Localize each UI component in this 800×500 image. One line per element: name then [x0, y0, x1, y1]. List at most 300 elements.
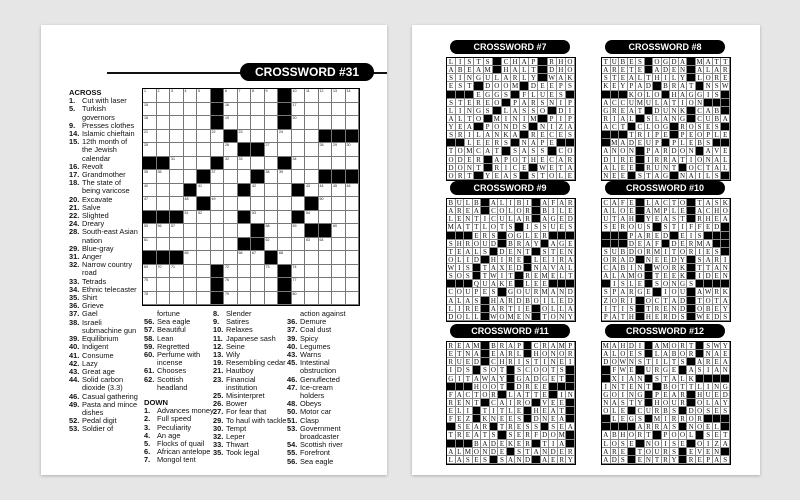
black-square — [532, 440, 541, 448]
solution-letter: N — [602, 399, 611, 407]
cell-number: 52 — [198, 210, 202, 215]
clue-text: Flocks of quail — [157, 439, 205, 449]
clue-text: Excavate — [82, 194, 113, 204]
black-square — [548, 147, 557, 155]
grid-cell — [332, 238, 346, 252]
solution-letter: U — [679, 288, 688, 296]
clue-number: 21. — [69, 202, 80, 212]
cell-number: 10 — [292, 89, 297, 93]
solution-letter: E — [670, 66, 679, 74]
clue-item — [213, 449, 287, 457]
solution-letter: S — [721, 407, 730, 415]
solution-letter: Z — [713, 440, 722, 448]
grid-cell — [211, 224, 225, 238]
solution-letter: S — [704, 407, 713, 415]
solution-letter: E — [558, 399, 567, 407]
black-square — [704, 280, 713, 288]
clue-number: 44. — [69, 375, 80, 385]
black-square — [473, 366, 482, 374]
solution-letter: S — [515, 415, 524, 423]
solution-letter: L — [611, 272, 620, 280]
solution-letter: E — [696, 456, 705, 464]
black-square — [493, 107, 502, 115]
solution-letter: S — [645, 223, 654, 231]
solution-letter: N — [696, 99, 705, 107]
solution-letter: I — [645, 131, 654, 139]
black-square — [679, 456, 688, 464]
grid-cell — [265, 143, 279, 157]
clue-text: Scottish river — [300, 440, 343, 450]
solution-letter: I — [481, 215, 490, 223]
grid-cell — [251, 89, 265, 103]
black-square — [464, 383, 473, 391]
solution-letter: T — [619, 313, 628, 321]
solution-letter: S — [704, 342, 713, 350]
solution-letter: K — [679, 107, 688, 115]
solution-letter: I — [704, 383, 713, 391]
solution-letter: C — [474, 147, 483, 155]
black-square — [687, 215, 696, 223]
solution-letter: E — [628, 58, 637, 66]
black-square — [566, 139, 575, 147]
solution-letter: T — [602, 58, 611, 66]
grid-cell — [292, 238, 306, 252]
cell-number: 2 — [157, 89, 160, 93]
solution-letter: N — [636, 383, 645, 391]
solution-title: CROSSWORD #12 — [605, 324, 725, 338]
solution-letter: E — [538, 82, 547, 90]
cell-number: 42 — [252, 183, 256, 188]
solution-letter: S — [713, 123, 722, 131]
black-square — [636, 199, 645, 207]
solution-letter: D — [532, 375, 541, 383]
solution-letter: G — [602, 107, 611, 115]
clue-number: 43. — [287, 350, 298, 360]
solution-letter: L — [679, 375, 688, 383]
grid-cell — [157, 265, 171, 279]
solution-letter: D — [670, 147, 679, 155]
solution-letter: O — [679, 431, 688, 439]
solution-letter: I — [549, 207, 558, 215]
solution-letter: I — [619, 375, 628, 383]
solution-letter: L — [507, 391, 516, 399]
solution-letter: Y — [721, 305, 730, 313]
black-square — [566, 399, 575, 407]
clue-text: Seine — [226, 341, 245, 351]
solution-letter: C — [636, 123, 645, 131]
black-square — [502, 99, 511, 107]
grid-cell — [346, 211, 360, 225]
clue-item — [69, 401, 139, 417]
clue-text: Cut with laser — [82, 96, 127, 106]
clue-item — [287, 343, 359, 351]
black-square — [524, 264, 533, 272]
clue-text: Grieve — [82, 301, 104, 311]
clue-number: 58. — [144, 333, 155, 343]
solution-letter: R — [645, 232, 654, 240]
solution-letter: L — [558, 272, 567, 280]
solution-letter: E — [566, 207, 575, 215]
grid-cell — [251, 184, 265, 198]
solution-letter: N — [645, 440, 654, 448]
solution-letter: T — [628, 66, 637, 74]
solution-letter: F — [687, 223, 696, 231]
black-square — [511, 91, 520, 99]
black-square — [515, 272, 524, 280]
cell-number: 49 — [211, 197, 216, 201]
solution-letter: O — [490, 383, 499, 391]
solution-letter: O — [541, 305, 550, 313]
solution-letter: D — [456, 366, 465, 374]
clue-number: 19. — [213, 358, 224, 368]
solution-letter: E — [721, 147, 730, 155]
solution-letter: I — [557, 99, 566, 107]
solution-letter: F — [653, 240, 662, 248]
solution-letter: O — [679, 199, 688, 207]
solution-letter: L — [653, 115, 662, 123]
solution-letter: A — [602, 164, 611, 172]
solution-letter: K — [628, 91, 637, 99]
solution-letter: E — [549, 272, 558, 280]
solution-letter: O — [548, 172, 557, 180]
solution-letter: N — [662, 164, 671, 172]
solution-letter: N — [670, 115, 679, 123]
solution-letter: C — [704, 207, 713, 215]
solution-letter: L — [704, 66, 713, 74]
black-square — [645, 107, 654, 115]
solution-letter: A — [636, 82, 645, 90]
solution-letter: O — [493, 123, 502, 131]
grid-cell — [238, 116, 252, 130]
clue-item — [69, 294, 139, 302]
clue-text: Demure — [300, 317, 327, 327]
solution-letter: S — [696, 232, 705, 240]
cell-number: 46 — [346, 183, 351, 188]
solution-letter: H — [628, 215, 637, 223]
grid-cell — [157, 130, 171, 144]
solution-letter: A — [713, 350, 722, 358]
grid-cell — [305, 89, 319, 103]
grid-cell — [184, 197, 198, 211]
solution-letter: M — [530, 114, 537, 123]
clue-text: Blue-gray — [82, 243, 114, 253]
solution-letter: R — [721, 66, 730, 74]
clue-number: 53. — [287, 423, 298, 433]
solution-letter: S — [529, 172, 538, 180]
clue-text: Shirt — [82, 293, 98, 303]
solution-letter: Y — [566, 456, 575, 464]
solution-letter: A — [520, 58, 529, 66]
solution-letter: Y — [670, 456, 679, 464]
grid-cell — [170, 170, 184, 184]
black-square — [687, 288, 696, 296]
solution-letter: R — [653, 305, 662, 313]
grid-cell — [224, 157, 238, 171]
solution-letter: O — [628, 223, 637, 231]
black-square — [645, 272, 654, 280]
solution-letter: D — [473, 358, 482, 366]
clue-number: 41. — [69, 350, 80, 360]
clue-item — [287, 425, 359, 441]
solution-letter: O — [493, 99, 502, 107]
solution-letter: K — [687, 375, 696, 383]
clue-number: 1. — [144, 406, 151, 416]
grid-cell — [265, 238, 279, 252]
solution-letter: E — [636, 66, 645, 74]
solution-letter: I — [498, 256, 507, 264]
solution-letter: R — [653, 366, 662, 374]
clue-text: Slighted — [82, 211, 109, 221]
solution-letter: H — [619, 431, 628, 439]
black-square — [447, 232, 456, 240]
black-square — [473, 264, 482, 272]
black-square — [687, 199, 696, 207]
solution-letter: O — [645, 448, 654, 456]
black-square — [713, 240, 722, 248]
black-square — [687, 391, 696, 399]
clue-text: Dreary — [82, 219, 105, 229]
grid-cell — [170, 238, 184, 252]
clue-number: 45. — [287, 358, 298, 368]
black-square — [628, 123, 637, 131]
solution-letter: A — [619, 256, 628, 264]
solution-letter: R — [704, 358, 713, 366]
solution-letter: S — [447, 74, 456, 82]
solution-letter: E — [456, 415, 465, 423]
black-square — [713, 375, 722, 383]
solution-letter: H — [490, 297, 499, 305]
solution-letter: B — [473, 440, 482, 448]
black-square — [696, 431, 705, 439]
solution-letter: R — [474, 99, 483, 107]
clue-number: 12. — [213, 341, 224, 351]
solution-letter: N — [687, 147, 696, 155]
solution-letter: R — [679, 415, 688, 423]
solution-letter: I — [456, 305, 465, 313]
solution-letter: H — [473, 383, 482, 391]
solution-letter: S — [502, 91, 511, 99]
solution-letter: F — [447, 391, 456, 399]
solution-letter: S — [464, 264, 473, 272]
black-square — [332, 170, 346, 184]
solution-letter: A — [484, 147, 493, 155]
solution-letter: M — [541, 288, 548, 297]
black-square — [713, 139, 722, 147]
solution-letter: A — [670, 375, 679, 383]
solution-letter: E — [566, 172, 575, 180]
black-square — [481, 297, 490, 305]
black-square — [566, 440, 575, 448]
solution-letter: O — [490, 223, 499, 231]
clue-number: 47. — [287, 382, 298, 392]
grid-cell — [197, 116, 211, 130]
grid-cell — [346, 224, 360, 238]
solution-letter: A — [456, 391, 465, 399]
solution-letter: E — [465, 66, 474, 74]
solution-letter: G — [687, 91, 696, 99]
solution-letter: Z — [602, 297, 611, 305]
grid-cell — [224, 143, 238, 157]
solution-letter: Y — [636, 399, 645, 407]
solution-letter: E — [498, 448, 507, 456]
solution-letter: E — [704, 123, 713, 131]
clue-text: Misinterpret — [226, 391, 265, 401]
solution-letter: O — [628, 431, 637, 439]
black-square — [464, 232, 473, 240]
solution-letter: S — [636, 172, 645, 180]
clue-text: Solid carbon dioxide (3.3) — [82, 375, 124, 393]
solution-letter: W — [619, 358, 627, 367]
clue-text: Motor car — [300, 407, 332, 417]
solution-letter: R — [619, 156, 628, 164]
solution-letter: S — [636, 358, 645, 366]
clue-number: 35. — [69, 293, 80, 303]
grid-cell — [319, 89, 333, 103]
grid-cell — [251, 197, 265, 211]
solution-letter: D — [473, 256, 482, 264]
solution-letter: L — [653, 350, 662, 358]
black-square — [473, 407, 482, 415]
solution-letter: T — [447, 431, 456, 439]
solution-letter: P — [679, 131, 688, 139]
black-square — [507, 366, 516, 374]
solution-letter: D — [447, 313, 456, 321]
black-square — [292, 211, 306, 225]
grid-cell — [251, 157, 265, 171]
grid-cell — [251, 116, 265, 130]
solution-letter: E — [687, 131, 696, 139]
solution-letter: A — [481, 440, 490, 448]
solution-letter: L — [721, 164, 730, 172]
solution-letter: K — [481, 415, 490, 423]
clue-text: Turkish governors — [82, 104, 115, 122]
grid-cell — [238, 292, 252, 306]
solution-letter: U — [611, 58, 620, 66]
grid-cell — [143, 224, 157, 238]
black-square — [549, 383, 558, 391]
solution-letter: E — [566, 240, 575, 248]
clue-number: 37. — [287, 325, 298, 335]
black-square — [679, 407, 688, 415]
solution-letter: O — [456, 313, 465, 321]
solution-letter: I — [566, 358, 575, 366]
solution-letter: S — [713, 248, 722, 256]
solution-letter: N — [704, 156, 713, 164]
solution-letter: R — [515, 240, 524, 248]
grid-cell — [292, 89, 306, 103]
black-square — [721, 240, 730, 248]
solution-letter: A — [713, 456, 722, 464]
solution-letter: A — [473, 207, 482, 215]
solution-letter: S — [538, 99, 547, 107]
black-square — [292, 184, 306, 198]
solution-letter: E — [507, 248, 516, 256]
grid-cell — [143, 184, 157, 198]
clue-text: Genuflected — [300, 374, 340, 384]
solution-letter: C — [502, 58, 511, 66]
solution-letter: S — [696, 366, 705, 374]
solution-letter: A — [498, 399, 507, 407]
grid-cell — [224, 292, 238, 306]
solution-letter: K — [502, 131, 511, 139]
solution-letter: A — [465, 123, 474, 131]
solution-letter: M — [447, 223, 454, 232]
solution-letter: E — [628, 383, 637, 391]
solution-letter: A — [619, 288, 628, 296]
grid-cell — [305, 130, 319, 144]
solution-letter: H — [619, 342, 628, 350]
solution-letter: A — [662, 215, 671, 223]
cell-number: 7 — [238, 89, 241, 93]
clue-text: Advances money — [157, 406, 214, 416]
clue-number: 31. — [69, 252, 80, 262]
solution-letter: T — [687, 383, 696, 391]
solution-letter: E — [473, 232, 482, 240]
solution-letter: N — [548, 99, 557, 107]
solution-letter: R — [524, 431, 533, 439]
clue-number: 55. — [287, 448, 298, 458]
solution-letter: L — [670, 207, 679, 215]
solution-letter: B — [662, 82, 671, 90]
solution-letter: P — [502, 156, 511, 164]
solution-letter: W — [619, 366, 627, 375]
solution-letter: H — [511, 58, 520, 66]
grid-cell — [319, 211, 333, 225]
grid-cell — [305, 184, 319, 198]
solution-letter: I — [490, 407, 499, 415]
solution-letter: N — [679, 66, 688, 74]
solution-letter: K — [498, 280, 507, 288]
solution-letter: R — [524, 272, 533, 280]
solution-letter: A — [602, 456, 611, 464]
solution-letter: S — [532, 223, 541, 231]
solution-letter: G — [662, 172, 671, 180]
solution-letter: H — [628, 313, 637, 321]
solution-letter: E — [662, 131, 671, 139]
black-square — [211, 265, 225, 279]
grid-cell — [184, 170, 198, 184]
solution-letter: Y — [721, 399, 730, 407]
black-square — [721, 123, 730, 131]
solution-letter: O — [493, 82, 502, 90]
black-square — [143, 211, 157, 225]
solution-letter: O — [662, 399, 671, 407]
solution-letter: A — [474, 66, 483, 74]
grid-cell — [211, 130, 225, 144]
solution-letter: S — [490, 232, 499, 240]
clue-number: 6. — [144, 447, 151, 457]
solution-letter: I — [464, 256, 473, 264]
solution-letter: A — [696, 358, 705, 366]
solution-letter: E — [628, 199, 637, 207]
grid-cell — [332, 278, 346, 292]
grid-cell — [211, 170, 225, 184]
solution-letter: M — [466, 147, 473, 156]
solution-letter: S — [532, 423, 541, 431]
solution-letter: A — [557, 156, 566, 164]
solution-letter: I — [558, 391, 567, 399]
solution-letter: Z — [464, 415, 473, 423]
grid-cell — [157, 89, 171, 103]
solution-letter: A — [532, 448, 541, 456]
black-square — [346, 170, 360, 184]
solution-letter: O — [538, 107, 547, 115]
cell-number: 44 — [319, 183, 324, 188]
solution-letter: S — [473, 297, 482, 305]
solution-letter: E — [662, 305, 671, 313]
cell-number: 37 — [211, 170, 216, 174]
solution-letter: O — [696, 440, 705, 448]
